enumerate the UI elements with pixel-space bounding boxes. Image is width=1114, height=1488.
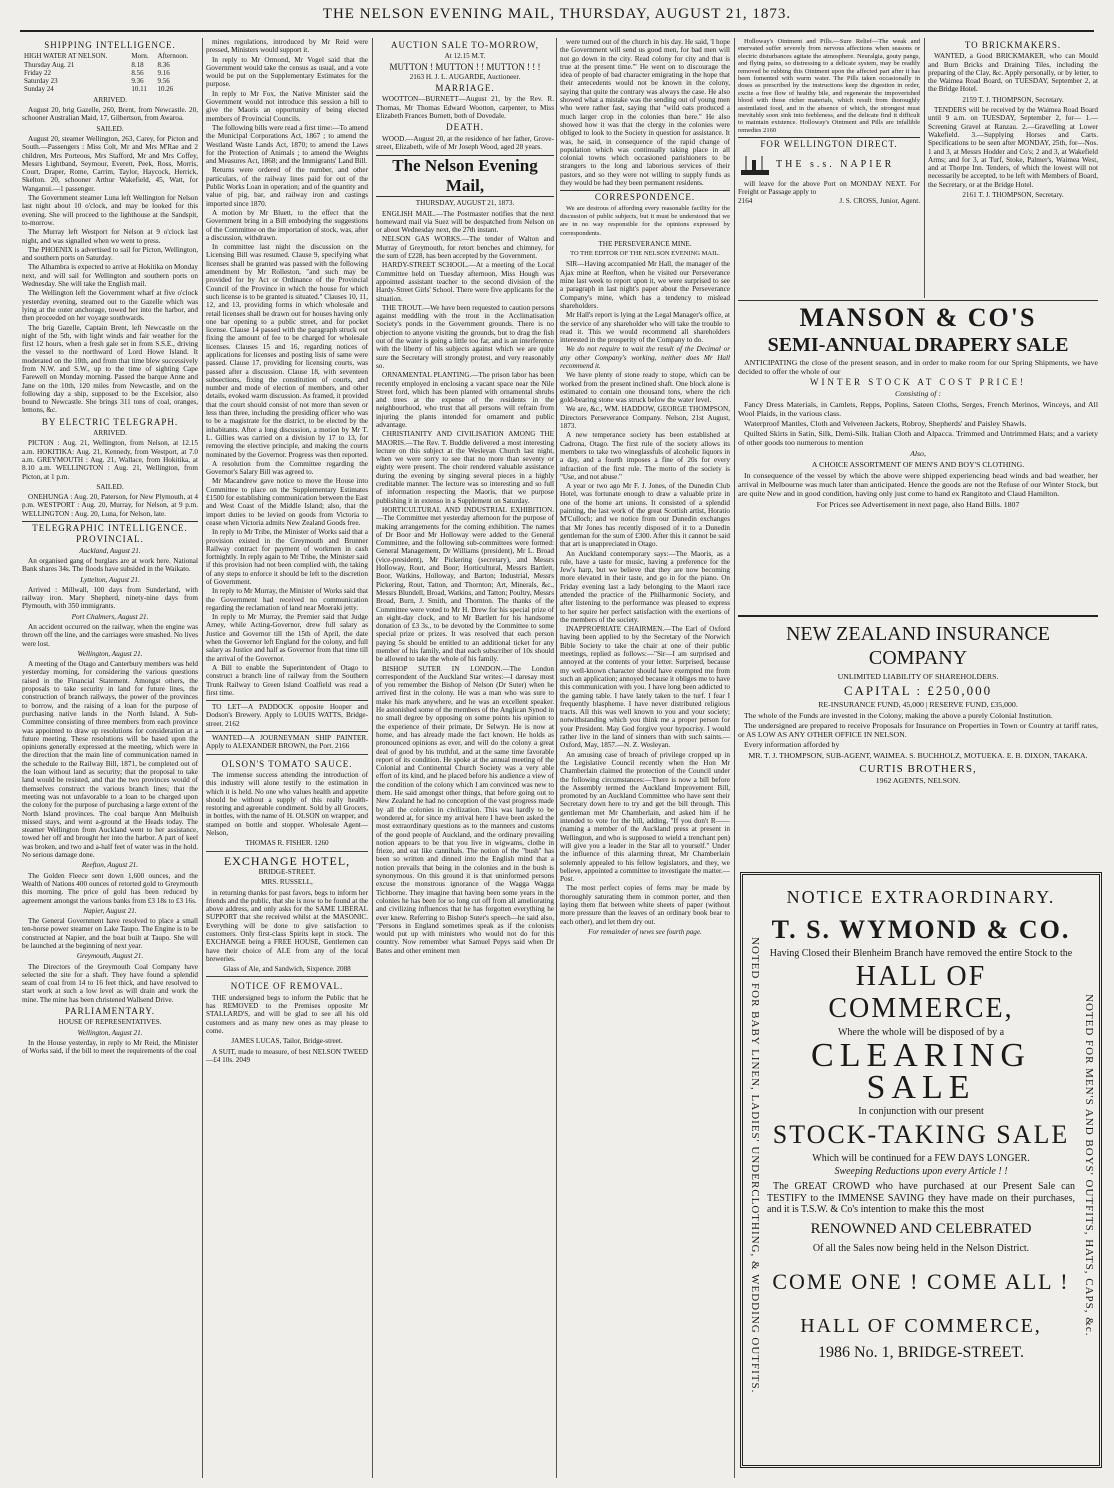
auction-sign: 2163 H. J. L. AUGARDE, Auctioneer. [409,72,521,81]
brickmakers-text: WANTED, a Good BRICKMAKER, who can Mould and Burn Bricks and Draining Tiles, including the preparing of the Clay, &c. Apply personally, or by letter, to the Waimea Road Board, on TUESDAY, September 2, at the Bridge Hotel. [928,52,1098,94]
wellington-direct-heading: FOR WELLINGTON DIRECT. [738,137,920,148]
sailed-heading: SAILED. [96,124,124,133]
shipping-paragraph: The PHOENIX is advertised to sail for Picton, Wellington, and southern ports on Saturday. [22,245,198,263]
wymond-content: NOTICE EXTRAORDINARY. T. S. WYMOND & CO. Having Closed their Blenheim Branch have removed the entire Stock to the HALL OF COMMERCE, Where the whole will be disposed of by a CLEARING SALE In conjunction with our present STOCK-TAKING SALE Which will be continued for a FEW DAYS LONGER. Sweeping Reductions upon every Article ! ! The GREAT CROWD who have purchased at our Present Sale can TESTIFY to the IMMENSE SAVING they have made on their purchases, and it is T.S.W. & Co's intention to make this the most RENOWNED AND CELEBRATED Of all the Sales now being held in the Nelson District. COME ONE ! COME ALL ! HALL OF COMMERCE, 1986 No. 1, BRIDGE-STREET. [767,887,1075,1361]
tide-header: Morn. [131,52,149,61]
hall-of-commerce-footer: HALL OF COMMERCE, [800,1314,1042,1337]
tide-table: HIGH WATER AT NELSON. Morn. Afternoon. Thursday Aug. 21 8.18 8.36 Friday 22 8.56 9.16 Saturday 23 9.36 9.56 Sunday 24 10.11 10.26 [22,52,198,93]
nz-insurance-title: NEW ZEALAND INSURANCE COMPANY [785,623,1051,669]
correspondence-note: We are desirous of affording every reasonable facility for the discussion of public subjects, but it must be understood that we are in no way responsible for the opinions expressed by correspondents. [560,204,730,237]
parliamentary-heading: PARLIAMENTARY. [64,1006,156,1017]
shipping-title: SHIPPING INTELLIGENCE. [44,40,176,50]
column-correspondence [560,38,730,1478]
ad-notice-removal: NOTICE OF REMOVAL. THE undersigned begs to inform the Public that he has REMOVED to the Premises opposite Mr STALLARD'S, and will be glad to see all his old customers and as many new ones as may please to come. JAMES LUCAS, Tailor, Bridge-street. A SUIT, made to measure, of best NELSON TWEED—£4 10s. 2049 [206,976,368,1064]
editorial-item: CHRISTIANITY AND CIVILISATION AMONG THE MAORIS.—The Rev. T. Buddle delivered a most interesting lecture on this subject at the Wesleyan Church last night, when we were sorry to see that no more than seventy or eighty were present. The choir rendered valuable assistance during the evening by singing several pieces in a highly creditable manner. The lecture was so interesting and so full of information respecting the Maoris, that we purpose publishing it in extenso in a Supplement on Saturday. [376,430,554,505]
holloway-ad: Holloway's Ointment and Pills.—Sure Relief—The weak and enervated suffer severely from nervous affections when seasons or electric disturbances agitate the atmosphere. Neuralgia, gouty pangs, and flying pains, so distressing to a delicate system, may be readily removed be rubbing this Ointment upon the affected part after it has been fomented with warm water. The Pills taken occasionally in doses as prescribed by the instructions keep the digestion in order, excite a free flow of healthy bile, and regenerate the impoverished blood with those richer materials, which result from thoroughly assimilated food, and in the absence of which, the strongest must inevitably soon sink into feebleness, and the delicate find it difficult to maintain existence. Holloway's Ointment and Pills are infallible remedies 2160 [738,38,920,134]
ad-paddock: TO LET—A PADDOCK opposite Hooper and Dodson's Brewery. Apply to LOUIS WATTS, Bridge-street. 2162 [206,700,368,728]
ship-text: will leave for the above Port on MONDAY NEXT. For Freight or Passage apply to [738,179,920,196]
news-text: In the House yesterday, in reply to Mr Reid, the Minister of Works said, if the bill to meet the requirements of the coal [22,1038,198,1056]
paper-title: The Nelson Evening Mail, [376,155,554,197]
column-parliament [206,38,368,1478]
ad-number: 2164 [738,197,753,206]
capital-amount: CAPITAL : £250,000 [843,683,993,698]
dateline: Wellington, August 21. [77,649,143,658]
death-heading: DEATH. [446,122,484,133]
hall-of-commerce: HALL OF COMMERCE, [828,961,1014,1024]
provincial-heading: PROVINCIAL. [76,534,144,545]
column-divider [556,38,557,1478]
news-text: Mr Macandrew gave notice to move the House into Committee to place on the Supplementary Estimates £1500 for establishing communication between the East and West Coast of the Middle Island; also, that the import duties to be levied on goods from Victoria to cease when Victoria admits New Zealand Goods free. [206,477,368,527]
dateline: Auckland, August 21. [79,546,141,555]
editorial-item: BISHOP SUTER IN LONDON.—The London correspondent of the Auckland Star writes:—I daresay most of you remember the Bishop of Nelson (Dr Suter) when he arrived first in the colony. He was a man who was sure to make his mark anywhere, and he was an excellent speaker. He astonished some of the members of the Anglican Synod in no small degree by opposing on some points his opinion to the experience of their primate, Dr Selwyn. He is now at home, and has already made the fact known. He holds as pronounced opinions as ever, and will do the colony a great deal of good by his truthful, and at the same time favorable report of its condition. He spoke at the annual meeting of the Colonial and Continental Church Society was a very able effort of its kind, and he placed before his audience a view of the condition of the colony which I am convinced was new to them. He said amongst other things, that before going out to New Zealand he had no conception of the vast progress made by all the colonies in civilization. This was hardly to be wondered at, for since my arrival here I have been asked the most extraordinary questions as to the manners and customs of the good people of Auckland, and the ordinary prevailing notion appears to be that you live in wigwams, clothe in frieze, and eat like cannibals. The notion of the "bush" has been so written and dinned into the English mind that a notion prevails that being in the colonies and in the bush is synonymous. On this ground it is that uninformed persons excuse the monstrous ignorance of the Wagga Wagga Tichborne. They imagine that having been some years in the colonies he has been for so long cut off from all ameliorating and civilizing influences that he has forgotten everything he ever knew. Referring to Bishop Suter's speech—he said also, "Persons in England sometimes speak as if the colonists would put up with ministers who would not do for this country. Now remember what Samuel Pepys said when Dr Bates and other eminent men [376,664,554,955]
news-text: In reply to Mr Tribe, the Minister of Works said that a provision existed in the Greymouth and Brunner Railway contract for payment of workmen in cash fortnightly. In reply again to Mr Tribe, the Minister said if this provision had not been complied with, the taking of any steps to enforce it should be left to the discretion of Government. [206,528,368,586]
auction-time: At 12.15 M.T. [444,52,486,61]
tide-row: Saturday 23 [24,77,58,86]
news-text: Arrived : Millwall, 100 days from Sunderland, with railway iron. Mary Shepherd, ninety-nine days from Plymouth, with 350 immigrants. [22,585,198,611]
paper-date: THURSDAY, AUGUST 21, 1873. [415,199,515,208]
news-text: An Auckland contemporary says:—The Maoris, as a rule, have a taste for music, having a preference for the Jew's harp, but we believe that they are now becoming more elevated in their taste, and go in for the piano. On Friday evening last a lady belonging to the Maori race attended the practice of the Philharmonic Society, and after listening to the performance was pleased to express to her squire her perfect satisfaction with the exertions of the members of the society. [560,549,730,624]
editorial-item: HORTICULTURAL AND INDUSTRIAL EXHIBITION.—The Committee met yesterday afternoon for the purpose of making arrangements for the coming exhibition. The names of Dr Boor and Mr Holloway were added to the General Committee, and the following sub-committees were formed: General Management, Dr Williams (president), Mr L. Broad (vice-president), Mr Pickering (secretary), and Messrs Holloway, Rout, and Boor; Horticultural, Messrs Bartlett, Boor, Watkins, Holloway, and Barton; Industrial, Messrs Pickering, Rout, Tatton, and Thornton; Art, Minerals, &c., Messrs Blundell, Broad, Watkins, and Tatton; Poultry, Messrs Broad, Burn, J. Smith, and Thornton. The thanks of the Committee were voted to Mr H. Drew for his special prize of an eight-day clock, and to Mr Bartlett for his handsome donation of £3 3s., to be devoted by the Committee to some special prize or prizes. It was resolved that each person paying 5s should be entitled to an additional ticket for any member of his family, and that each subscriber of 10s should be allowed to take the whole of his family. [376,505,554,664]
telegraph-heading: BY ELECTRIC TELEGRAPH. [41,416,179,427]
column-shipping [22,38,198,1478]
tide-header: HIGH WATER AT NELSON. [24,52,108,61]
auction-item: MUTTON ! MUTTON ! ! MUTTON ! ! ! [389,61,541,72]
column-divider [372,38,373,1478]
telegraph-text: PICTON : Aug. 21, Wellington, from Nelson, at 12.15 a.m. HOKITIKA: Aug. 21, Kennedy, from Westport, at 7.0 a.m. GREYMOUTH : Aug. 21, Wallace, from Hokitika, at 8.10 a.m. WELLINGTON : Aug. 21, Wellington, from Picton, at 1 p.m. [22,439,198,481]
letter-title: THE PERSEVERANCE MINE. [598,239,692,248]
notice-extraordinary: NOTICE EXTRAORDINARY. [786,887,1056,907]
shipping-paragraph: The Wellington left the Government wharf at five o'clock yesterday evening, steamed out to the Gazelle which was lying at the outer anchorage, towed her into the harbor, and then proceeded on her voyage southwards. [22,289,198,323]
shipping-paragraph: The brig Gazelle, Captain Brent, left Newcastle on the night of the 5th, with light winds and fair weather for the first 12 hours, when a fresh gale set in from S.S.E., driving the vessel to the northward of Lord Howe Island. It moderated on the 10th, and from that time blew successively from N.W. and S.W., up to the time of sighting Cape Farewell on Monday morning. Passed the barque Anne and Jane on the 10th, 120 miles from Newcastle, and on the following day a ship, supposed to be the Excelsior, also bound to Newcastle. She brings 311 tons of coal, oranges, lemons, &c. [22,323,198,415]
column-brickmakers [928,38,1098,298]
arrived-heading: ARRIVED. [93,95,127,104]
shipping-paragraph: The Alhambra is expected to arrive at Hokitika on Monday next, and will sail for Wellington and southern ports on Wednesday. She will take the English mail. [22,263,198,289]
auction-heading: AUCTION SALE TO-MORROW, [390,40,540,50]
letter-text: We do not require to wait the result of the Decimal or any other Company's working, neither does Mr Hall recommend it. [560,345,730,370]
side-text-left: NOTED FOR BABY LINEN, LADIES' UNDERCLOTHING, & WEDDING OUTFITS. [749,936,761,1394]
letter-text: We have plenty of stone ready to stope, which can be worked from the present inclined shaft. One block alone is estimated to contain one thousand tons, where the rich gold-bearing stone was struck below the water level. [560,371,730,405]
come-one-come-all: COME ONE ! COME ALL ! [772,1268,1070,1294]
tide-row: Thursday Aug. 21 [24,60,75,69]
masthead-rule [20,30,1094,32]
editorial-item: ENGLISH MAIL.—The Postmaster notifies that the next homeward mail via Suez will be despatched from Nelson on or about Wednesday next, the 27th instant. [376,209,554,235]
continued-note: For remainder of news see fourth page. [588,927,702,936]
news-text: A motion by Mr Bluett, to the effect that the Government bring in a Bill embodying the suggestions of the Committee on the importation of stock, was, after a discussion, withdrawn. [206,208,368,242]
letter-signature: We are, &c., WM. HADDOW, GEORGE THOMPSON, Directors Perseverance Company. Nelson, 21st August, 1873. [560,405,730,431]
ad-exchange-hotel: EXCHANGE HOTEL, BRIDGE-STREET. MRS. RUSSELL, in returning thanks for past favors, begs to inform her friends and the public, that she is now to be found at the above address, and only asks for the SAME LIBERAL SUPPORT that she received whilst at the MASONIC. Everything will be done to give satisfaction to customers. Only first-class Spirits kept in stock. The EXCHANGE being a FREE HOUSE, Gentlemen can have their choice of ALE from any of the local breweries. Glass of Ale, and Sandwich, Sixpence. 2088 [206,851,368,974]
news-text: The Directors of the Greymouth Coal Company have selected the site for a shaft. They have found a splendid seam of coal from 14 to 16 feet thick, and have resolved to start work at such a low level as will drain and work the mine. The mine has been christened Wallsend Drive. [22,962,198,1004]
news-text: The following bills were read a first time:—To amend the Municipal Corporations Act, 1867 ; to amend the Westland Waste Lands Act, 1870; to amend the Laws for the Protection of Animals ; to amend the Weights and Measures Act, 1868; and the Immigrants' Land Bill. [206,123,368,166]
sailed-text: August 20, steamer Wellington, 263, Carey, for Picton and South.—Passengers : Miss Colt, Mr and Mrs M'Rae and 2 children, Mrs Porteous, Mrs Stafford, Mr and Mrs Coffey, Messrs Lightband, Seymour, Everett, Peek, Ross, Morris, Court, Draper, Rome, Carrim, Taylor, Haycock, Herrick, Skelton. 20, schooner Arthur Wakefield, 45, Watt, for Wanganui.—1 passenger. [22,134,198,193]
letter-text: SIR—Having accompanied Mr Hall, the manager of the Ajax mine at Reefton, when he visited our Perseverance mine last week to report upon it, we were surprised to see a paragraph in last night's paper about the Perseverance Company's mine, which has a tendency to mislead shareholders. [560,260,730,310]
telegraph-text: ONEHUNGA : Aug. 20, Paterson, for New Plymouth, at 4 p.m. WESTPORT : Aug. 20, Murray, for Nelson, at 9 p.m. WELLINGTON : Aug. 20, Luna, for Nelson, late. [22,493,198,518]
renowned-celebrated: RENOWNED AND CELEBRATED [810,1220,1032,1237]
nz-insurance-ad: NEW ZEALAND INSURANCE COMPANY UNLIMITED LIABILITY OF SHAREHOLDERS. CAPITAL : £250,000 RE-INSURANCE FUND, 45,000 | RESERVE FUND, £35,000. The whole of the Funds are invested in the Colony, making the above a purely Colonial Institution. The undersigned are prepared to receive Proposals for Insurance on Properties in Town or Country at tariff rates, or AS LOW AS ANY OTHER OFFICE IN NELSON. Every information afforded by MR. T. J. THOMPSON, SUB-AGENT, WAIMEA. S. BUCHHOLZ, MOTUEKA. E. B. DIXON, TAKAKA. CURTIS BROTHERS, 1962 AGENTS, NELSON. [738,615,1098,787]
news-text: were turned out of the church in his day. He said, 'I hope the Government will send us good men, for bad men will not go down in the city. Read colony for city and that is true at the present time.'" He went on to discourage the idea of people of bad character emigrating in the hope that their antecedents would not be known in the colony, saying that quite the contrary was always the case. He also showed what a mistake was the sending out of young men who were rather fast, saying that "wild oats produced a much larger crop in the colonies than here." He also showed how it was that the clergy in the colonies were obliged to look to the Society in question for assistance. It was, he said, in consequence of the rapid change of population which was continually taking place in all colonial towns which occasioned parishioners to be strangers to the long and laborious services of their pastors, and so they were not willing to supply funds as they would be had they been permanent residents. [560,38,730,188]
dateline: Greymouth, August 21. [76,952,144,961]
arrived-text: August 20, brig Gazelle, 260, Brent, from Newcastle. 20, schooner Australian Maid, 17, Gilbertson, from Awaroa. [22,106,198,123]
news-text: A Bill to enable the Superintendent of Otago to construct a branch line of railway from the Southern Trunk Railway to Green Island Coalfield was read a first time. [206,663,368,697]
ad-painter: WANTED—A JOURNEYMAN SHIP PAINTER. Apply to ALEXANDER BROWN, the Port. 2166 [206,731,368,751]
steamship-icon [738,152,772,180]
editorial-item: HARDY-STREET SCHOOL.—At a meeting of the Local Committee held on Tuesday afternoon, Miss Hough was appointed assistant teacher to the second division of the Hardy-Street Girls' School. There were five applicants for the situation. [376,261,554,303]
column-editorial [376,38,554,1478]
news-text: An amusing case of breach of privilege cropped up in the Legislative Council recently when the Hon Mr Chamberlain claimed the protection of the Council under the following circumstances:—There is now a bill before the Assembly termed the Auckland Improvement Bill, promoted by an Auckland Committee who have sent their Secretary down here to try and get the bill through. This gentleman met Mr Chamberlain, and asked him if he intended to vote for the bill, adding, "If you don't R—— (naming a member of the Auckland press at present in Wellington, and who is supposed to wield a trenchant pen) will give you a leader in the Star all to yourself." Under the influence of this alarming threat, Mr Chamberlain solemnly appealed to his fellow legislators, and they, we believe, appointed a committee to investigate the matter.—Post. [560,750,730,884]
news-text: Returns were ordered of the number, and other particulars, of the railway lines paid for out of the Public Works Loan in operation; and of the quantity and value of pig, bar, and railway iron and castings imported since 1870. [206,166,368,208]
news-text: In reply to Mr Fox, the Native Minister said the Government would not introduce this session a bill to give the Maoris an opportunity of being elected members of Provincial Councils. [206,89,368,123]
editorial-item: ORNAMENTAL PLANTING.—The prison labor has been recently employed in enclosing a vacant space near the Nile Street ford, which has been planted with ornamental shrubs and trees at the expense of the residents in the neighbourhood, who trust that all persons will refrain from injuring the plants intended for ornament and public advantage. [376,371,554,429]
stock-taking-sale: STOCK-TAKING SALE [772,1120,1070,1149]
house-heading: HOUSE OF REPRESENTATIVES. [58,1018,162,1027]
ship-name: THE s.s. NAPIER [776,159,895,171]
marriage-text: WOOTTON—BURNETT—August 21, by the Rev. R. Thomas, Mr Thomas Edward Wootton, carpenter, to Miss Elizabeth Frances Burnett, both of Dovedale. [376,95,554,121]
tenders-sign: 2161 T. J. THOMPSON, Secretary. [962,191,1064,200]
ship-sign-row [738,197,920,205]
news-text: A year or two ago Mr F. J. Jones, of the Dunedin Club Hotel, was fortunate enough to draw a valuable prize in one of the home art unions. It consisted of a splendid painting, the last work of the great Scottish artist, Horatio M'Culloch; and we notice from our Dunedin exchanges that Mr Jones has recently disposed of it to a Dunedin gentleman for the sum of £300. After this it cannot be said that art is unappreciated in Otago. [560,482,730,549]
letter-text: Mr Hall's report is lying at the Legal Manager's office, at the service of any shareholder who will take the trouble to read it. This we would recommend all shareholders interested in the prosperity of the Company to do. [560,311,730,345]
ship-row [738,152,920,180]
ad-tomato-sauce: OLSON'S TOMATO SAUCE. The immense success attending the introduction of this industry will alone testify to the estimation in which it is held. No one who values health and appetite should be without a supply of this really health-restoring and agreeable condiment. Sold by all Grocers, in bottles, with the name of H. OLSON on wrapper, and stamped on bottle and stopper. Wholesale Agent—Nelson, THOMAS R. FISHER. 1260 [206,754,368,848]
curtis-brothers: CURTIS BROTHERS, [859,763,977,775]
tide-header: Afternoon. [157,52,189,61]
tide-row: Sunday 24 [24,85,54,94]
news-text: In reply to Mr Murray, the Premier said that Judge Arney, while Acting-Governor, drew full salary as Justice and Governor till the 15th of April, the date when the Governor left England for the colony, and full salary as Justice and half as Governor from that time till the arrival of the Governor. [206,613,368,663]
masthead: THE NELSON EVENING MAIL, THURSDAY, AUGUST 21, 1873. [322,6,792,22]
news-text: A resolution from the Committee regarding the Governor's Salary Bill was agreed to. [206,459,368,477]
marriage-heading: MARRIAGE. [435,83,495,94]
news-text: An organised gang of burglars are at work here. National Bank shares 34s. The floods have subsided in the Waikato. [22,556,198,574]
intelligence-heading: TELEGRAPHIC INTELLIGENCE. [22,521,198,532]
column-divider [734,38,735,1478]
brickmakers-sign: 2159 T. J. THOMPSON, Secretary. [962,95,1064,104]
ship-agent: J. S. CROSS, Junior, Agent. [839,197,920,206]
brickmakers-heading: TO BRICKMAKERS. [964,40,1062,50]
letter-address: TO THE EDITOR OF THE NELSON EVENING MAIL. [570,250,720,258]
news-text: An accident occurred on the railway, when the engine was thrown off the line, and the carriages were smashed. No lives were lost. [22,623,198,648]
tenders-text: TENDERS will be received by the Waimea Road Board until 9 a.m. on TUESDAY, September 2, for— 1.—Screening Gravel at Ranzau. 2.—Gravelling at Lower Wakefield. 3.—Supplying Horses and Carts. Specifications to be seen after MONDAY, 25th, for—Nos. 1 and 3, at Messrs Hodder and Co's; 2 and 3, at Wakefield Arms; and for 3, at Turf, Stoke, Palmer's, Waimea West, and at Thorpe Inn. Tenders, of which the lowest will not necessarily be accepted, to be left with Members of Board, the Secretary, or at the Bridge Hotel. [928,106,1098,189]
wymond-ad [740,872,1102,1468]
news-text: A new temperance society has been established at Cadrona, Otago. The first rule of the society allows its members to take two wineglassfuls of alcoholic liquors in a day, and a fourth imposes a fine of 20s for every infraction of the first rule. The motto of the society is "Use, and not abuse." [560,431,730,481]
column-divider [202,38,203,1478]
shipping-paragraph: The Government steamer Luna left Wellington for Nelson last night about 10 o'clock, and may be looked for this evening. She will proceed to the lighthouse at the Sandspit, to-morrow. [22,194,198,227]
manson-title: MANSON & CO'S [799,303,1037,332]
news-text: The Golden Fleece sent down 1,600 ounces, and the Wealth of Nations 400 ounces of retorted gold to Greymouth this morning. The price of gold has been reduced by agreement amongst the various banks from £3 18s to £3 16s. [22,871,198,905]
news-text: In reply to Mr Ormond, Mr Vogel said that the Government would take the census as usual, and a vote would be put on the Supplementary Estimates for the purpose. [206,55,368,89]
news-text: In committee last night the discussion on the Licensing Bill was resumed. Clause 9, specifying what licenses shall be granted was passed with the following amendment by Mr Rolleston, "and such may be provided for by Act or Ordinance of the Provincial Council of the Province in which the house for which such license is to be granted is situated." Clauses 10, 11, 12, and 13, providing forms in which wholesale and retail licenses shall be drawn out for houses having only one bar opening to a public street, and for pocket license. Clause 14 passed with the paragraph struck out fixing the amount of fee to be charged for wholesale licenses. Clauses 15 and 16, regarding notices of applications for licenses and posting lists of same were passed. Clause 17, providing for licensing courts, was passed after a discussion. Clause 18, with seventeen subsections, fixing the constitution of courts, and number and mode of election of members, and other details, evoked warm discussion. As framed, it provided that the court should consist of not more than seven or less than three, including the presiding officer who was to be a magistrate for the district, to be elected by the inhabitants. After a long discussion, a motion by Mr T. L. Gillies was carried on a division by 17 to 13, for removing the elective principle, and making the courts nominated by the Governor. Progress was then reported. [206,243,368,459]
news-text: A meeting of the Otago and Canterbury members was held yesterday morning, for considering the various questions raised in the Financial Statement. Amongst others, the proposals to take security in land for future lines, the construction of branch railways, the power of the provinces to borrow, and the raising of a loan for the purpose of purchasing native lands in the North Island. A Sub-Committee consisting of three members from each province was appointed to draw up resolutions for consideration at a future meeting. These resolutions will be based upon the opinions generally expressed at the meeting, which were in the direction that the main line of communication named in the schedule to the Railway Bill, 1871, be completed out of the loan without land as security; that the proposal to take land would be resisted, and that the two provinces would of themselves construct the various branch lines; that the meeting was not unfavorable to a loan to be charged upon the colony for the purpose of purchasing a large extent of the North Island provinces. The coal barque Ann Melhuish missed stays, and went a-ground at the Heads today. The steamer Wellington from Auckland went to her assistance, towed her off and brought her into the harbor. A part of keel was broken, and two and a-half feet of water was in the hold. No serious damage done. [22,660,198,860]
manson-ad: MANSON & CO'S SEMI-ANNUAL DRAPERY SALE ANTICIPATING the close of the present season, and in order to make room for our Spring Shipments, we have decided to offer the whole of our WINTER STOCK AT COST PRICE! Consisting of : Fancy Dress Materials, in Camlets, Repps, Poplins, Sateen Cloths, Serges, French Merinos, Winceys, and All Wool Plaids, in the various class. Waterproof Mantles, Cloth and Velveteen Jackets, Robroy, Shepherds' and Paisley Shawls. Quilted Skirts in Satin, Silk, Demi-Silk. Italian Cloth and Alpacca. Trimmed and Untrimmed Hats; and a variety of other goods too numerous to mention Also, A CHOICE ASSORTMENT OF MEN'S AND BOY'S CLOTHING. In consequence of the vessel by which the above were shipped experiencing head winds and bad weather, her arrival in Melbourne was much later than anticipated. Hence the goods are not the Refuse of our Winter Stock, but are quite New and in good condition, having only just come to hand ex Rangitoto and Claud Hamilton. For Prices see Advertisement in next page, also Hand Bills. 1807 [738,300,1098,511]
news-text: The General Government have resolved to place a small ten-horse power steamer on Lake Taupo. The Engine is to be constructed at Napier, and the boat built at Taupo. She will be launched at the beginning of next year. [22,917,198,950]
column-divider [924,38,925,298]
arrived-heading: ARRIVED. [93,429,127,438]
dateline: Lyttelton, August 21. [80,575,140,584]
dateline: Napier, August 21. [83,906,137,915]
news-text: In reply to Mr Murray, the Minister of Works said that the Government had received no communication regarding the reclamation of land near Moeraki jetty. [206,587,368,612]
manson-headline: WINTER STOCK AT COST PRICE! [809,377,1027,387]
correspondence-heading: CORRESPONDENCE. [560,190,730,201]
sailed-heading: SAILED. [96,482,124,491]
wymond-title: T. S. WYMOND & CO. [771,915,1071,944]
shipping-paragraph: The Murray left Westport for Nelson at 9 o'clock last night, and was signalled when we went to press. [22,228,198,245]
tide-row: Friday 22 [24,68,52,77]
news-text: mines regulations, introduced by Mr Reid were pressed, Ministers would support it. [206,38,368,55]
editorial-item: THE TROUT.—We have been requested to caution persons against meddling with the trout in the Acclimatisation Society's ponds in the Government grounds. There is no objection to anyone visiting the grounds, but to drag the fish out of the water is going a little too far, and is an interference with the liberty of his subjects against which we are quite sure the Secretary will strongly protest, and very reasonably so. [376,303,554,370]
side-text-right: NOTED FOR MEN'S AND BOYS' OUTFITS, HATS, CAPS, &c. [1083,993,1095,1337]
news-text: INAPPROPRIATE CHAIRMEN.—The Earl of Oxford having been applied to by the Secretary of the Norwich Bible Society to take the chair at one of their public meetings, replied as follows:—"Sir—I am surprised and annoyed at the contents of your letter. Surprised, because my well-known character should have exempted me from such an application; annoyed because it obliges me to have this communication with you. I have long been addicted to the gaming table. I have lately taken to the turf. I fear I frequently blaspheme. I have never distributed religious tracts. All this was well known to you and your society; notwithstanding which you think me a proper person for your President. May God forgive your hypocrisy. I would rather live in the land of sinners than with such saints.—Oxford, May, 1857.—N. Z. Wesleyan. [560,625,730,750]
dateline: Wellington, August 21. [77,1028,143,1037]
death-text: WOOD.—August 20, at the residence of her father, Grove-street, Elizabeth, wife of Mr Joseph Wood, aged 28 years. [376,134,554,151]
news-text: The most perfect copies of ferns may be made by thoroughly saturating them in common porter, and then laying them flat between white sheets of paper (without more pressure than the leaves of an ordinary book bear to each other), and let them dry out. [560,884,730,926]
editorial-item: NELSON GAS WORKS.—The tender of Walton and Murray of Greymouth, for retort benches and chimney, for the sum of £228, has been accepted by the Government. [376,235,554,261]
clearing-sale: CLEARING SALE [811,1037,1031,1106]
dateline: Reefton, August 21. [81,861,139,870]
manson-subtitle: SEMI-ANNUAL DRAPERY SALE [767,334,1069,356]
column-holloway [738,38,920,298]
dateline: Port Chalmers, August 21. [71,612,149,621]
